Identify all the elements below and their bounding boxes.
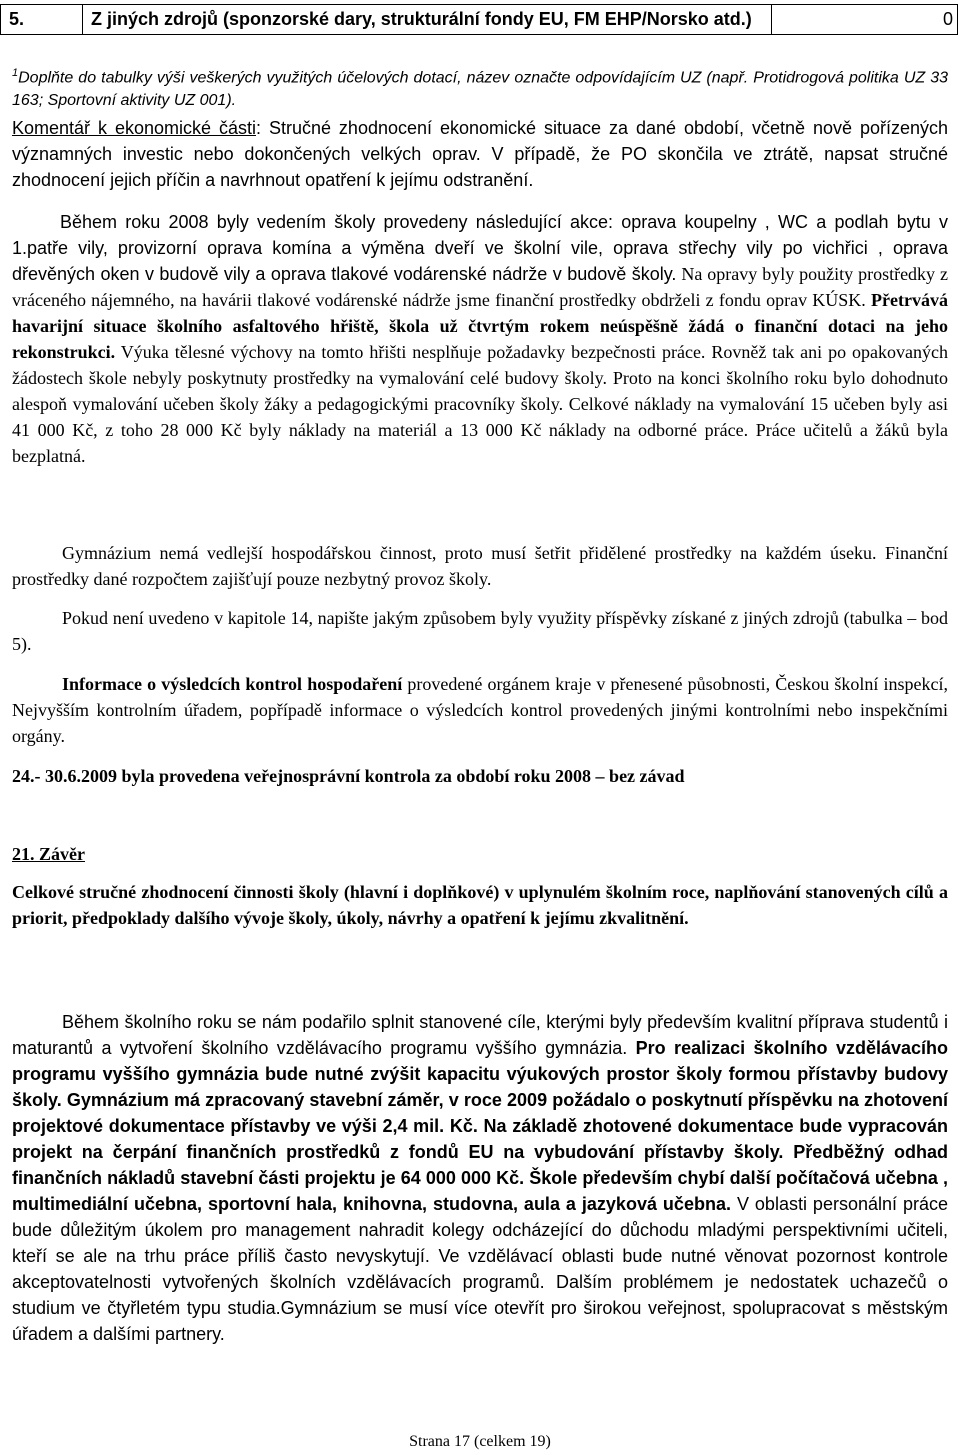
conclusion-intro: Během školního roku se nám podařilo splnit stanovené cíle, kterými byly především kvalitní příprava studentů i maturantů a vytvoření školního vzdělávacího programu vyššího gymnázia. [12, 1012, 948, 1058]
control-paragraph [12, 671, 948, 749]
row-source: Z jiných zdrojů (sponzorské dary, strukturální fondy EU, FM EHP/Norsko atd.) [83, 5, 772, 35]
economic-commentary [12, 115, 948, 193]
repairs-funding: Na opravy byly použity prostředky z vráceného nájemného, na havárii tlakové vodárenské nádrže jsme finanční prostředky obdrželi z fondu oprav KÚSK. [12, 264, 948, 310]
row-value: 0 [772, 5, 958, 35]
control-heading: Informace o výsledcích kontrol hospodaření [62, 674, 403, 694]
gymnazium-paragraph: Gymnázium nemá vedlejší hospodářskou činnost, proto musí šetřit přidělené prostředky na každém úseku. Finanční prostředky dané rozpočtem zajišťují pouze nezbytný provoz školy. [12, 543, 948, 589]
row-number: 5. [1, 5, 83, 35]
footnote [12, 62, 948, 112]
section-21-title [12, 841, 948, 867]
page-footer: Strana 17 (celkem 19) [409, 1433, 551, 1450]
commentary-label: Komentář k ekonomické části [12, 118, 256, 138]
footnote-text: Doplňte do tabulky výši veškerých využitých účelových dotací, název označte odpovídajícím UZ (např. Protidrogová politika UZ 33 163; Sportovní aktivity UZ 001). [12, 69, 948, 110]
commentary-text: : Stručné zhodnocení ekonomické situace za dané období, včetně nově pořízených významných investic nebo dokončených velkých oprav. V případě, že PO skončila ve ztrátě, napsat stručné zhodnocení jejich příčin a navrhnout opatření k jejímu odstranění. [12, 118, 948, 190]
other-sources-paragraph: Pokud není uvedeno v kapitole 14, napište jakým způsobem byly využity příspěvky získané z jiných zdrojů (tabulka – bod 5). [12, 608, 948, 654]
control-result-text: 24.- 30.6.2009 byla provedena veřejnosprávní kontrola za období roku 2008 – bez závad [12, 766, 685, 786]
table-row [1, 5, 958, 35]
repairs-list: Během roku 2008 byly vedením školy provedeny následující akce: oprava koupelny , WC a podlah bytu v 1.patře vily, provizorní oprava komína a výměna dveří ve školní vile, oprava střechy vily po vichřici , oprava dřevěných oken v budově vily a oprava tlakové vodárenské nádrže v budově školy. [12, 212, 948, 284]
control-text: provedené orgánem kraje v přenesené působnosti, Českou školní inspekcí, Nejvyšším kontrolním úřadem, popřípadě informace o výsledcích kontrol provedených jinými kontrolními nebo inspekčními orgány. [12, 674, 949, 746]
control-result [12, 763, 948, 789]
section-title: 21. Závěr [12, 844, 85, 864]
conclusion-bold: Pro realizaci školního vzdělávacího programu vyššího gymnázia bude nutné zvýšit kapacitu výukových prostor školy formou přístavby budovy školy. Gymnázium má zpracovaný stavební záměr, v roce 2009 požádalo o poskytnutí příspěvku na zhotovení projektové dokumentace přístavby ve výši 2,4 mil. Kč. Na základě zhotovené dokumentace bude vypracován projekt na čerpání finančních prostředků z fondů EU na vybudování přístavby školy. Předběžný odhad finančních nákladů stavební části projektu je 64 000 000 Kč. Škole především chybí další počítačová učebna , multimediální učebna, sportovní hala, knihovna, studovna, aula a jazyková učebna. [12, 1038, 948, 1214]
playground-warning: Přetrvává havarijní situace školního asfaltového hřiště, škola už čtvrtým rokem neúspěšně žádá o finanční dotaci na jeho rekonstrukci. [12, 290, 948, 362]
section-21-subtitle [12, 879, 948, 931]
repairs-paragraph [12, 209, 948, 469]
funding-table [0, 4, 958, 35]
section-subtitle: Celkové stručné zhodnocení činnosti školy (hlavní i doplňkové) v uplynulém školním roce, naplňování stanovených cílů a priorit, předpoklady dalšího vývoje školy, úkoly, návrhy a opatření k jejímu zkvalitnění. [12, 882, 948, 928]
repairs-details: Výuka tělesné výchovy na tomto hřišti nesplňuje požadavky bezpečnosti práce. Rovněž tak ani po opakovaných žádostech škole nebyly poskytnuty prostředky na vymalování celé budovy školy. Proto na konci školního roku bylo dohodnuto alespoň vymalování učeben školy žáky a pedagogickými pracovníky školy. Celkové náklady na vymalování 15 učeben byly asi 41 000 Kč, z toho 28 000 Kč byly náklady na materiál a 13 000 Kč náklady na odborné práce. Práce učitelů a žáků byla bezplatná. [12, 342, 948, 466]
footnote-marker: 1 [12, 67, 19, 79]
conclusion-rest: V oblasti personální práce bude důležitým úkolem pro management nahradit kolegy odcházející do důchodu mladými perspektivními učiteli, kteří se ale na trhu práce příliš často nevyskytují. Ve vzdělávací oblasti bude nutné věnovat pozornost kontrole akceptovatelnosti vytvořených školních vzdělávacích programů. Dalším problémem je nedostatek uchazečů o studium ve čtyřletém typu studia.Gymnázium se musí více otevřít pro širokou veřejnost, spolupracovat s městským úřadem a dalšími partnery. [12, 1194, 948, 1344]
conclusion-paragraph [12, 1009, 948, 1347]
